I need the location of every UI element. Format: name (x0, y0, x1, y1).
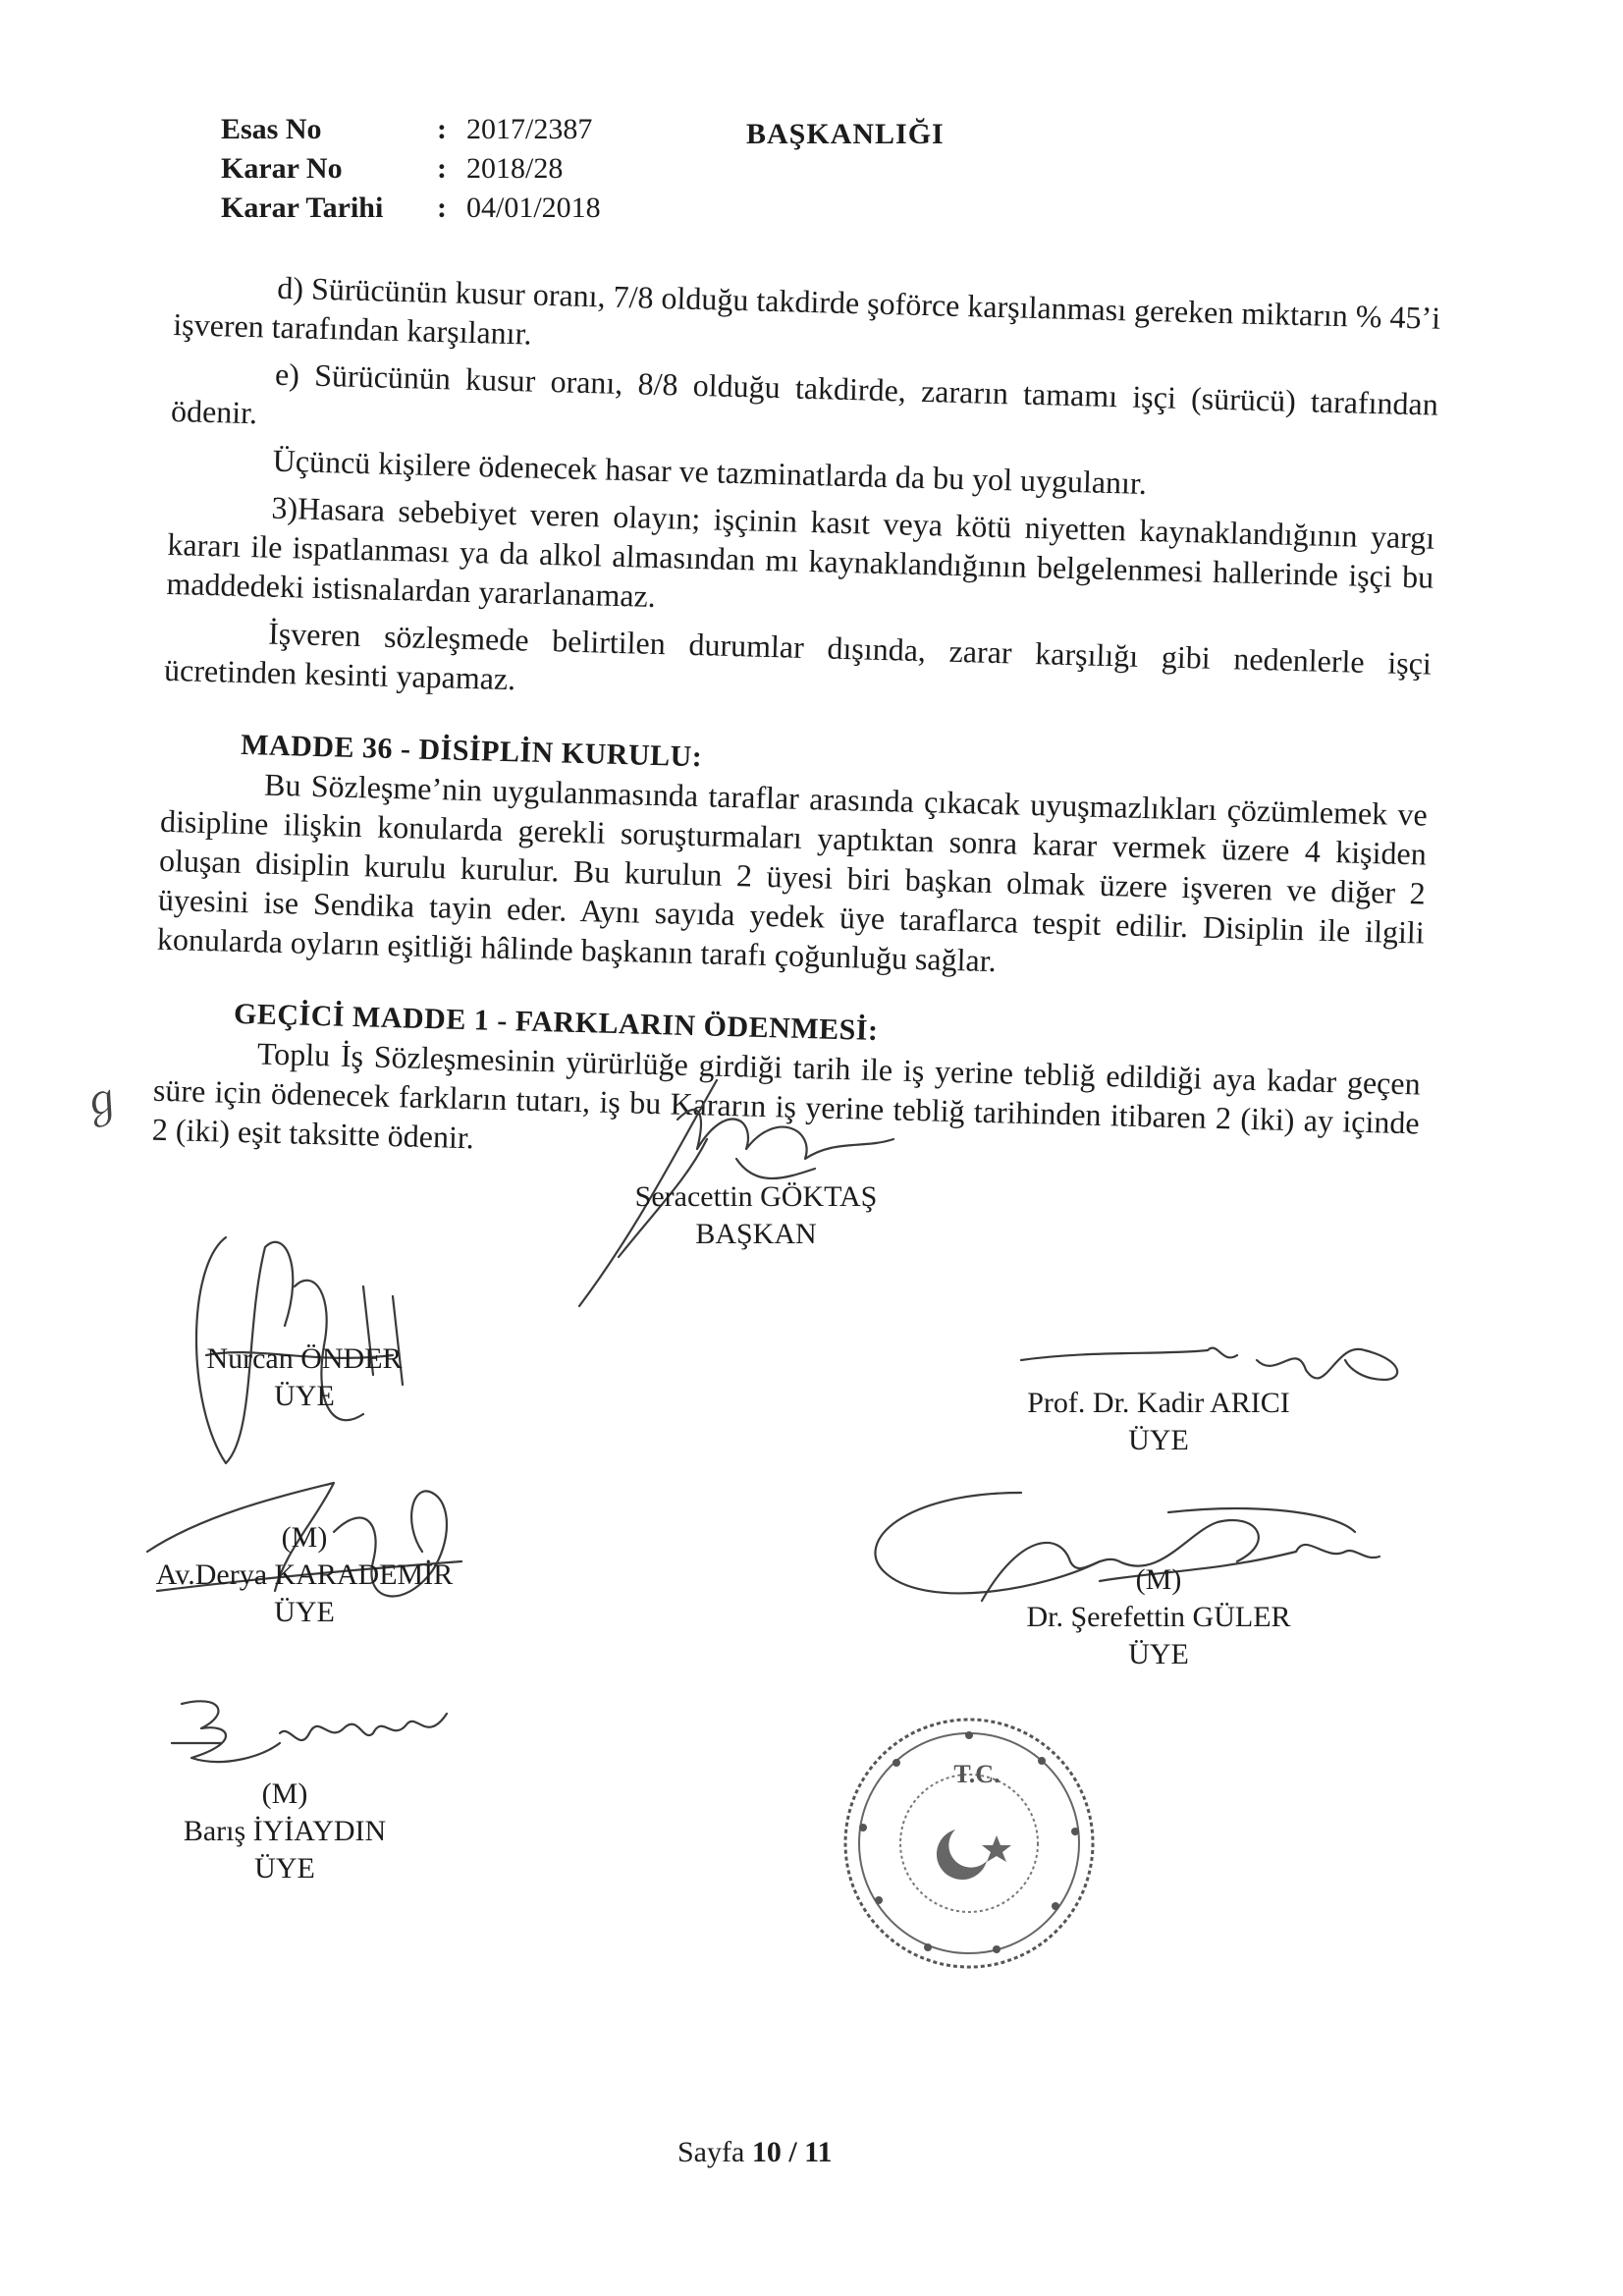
page-footer (677, 2136, 833, 2169)
esas-no-row (221, 113, 592, 146)
authority-title: BAŞKANLIĞI (746, 118, 945, 150)
esas-no-separator: : (437, 113, 447, 145)
paragraph-third-parties: Üçüncü kişilere ödenecek hasar ve tazminatlarda da bu yol uygulanır. (272, 442, 1148, 501)
karar-tarihi-separator: : (437, 191, 447, 224)
official-seal (839, 1714, 1100, 1974)
page-prefix: Sayfa (677, 2136, 745, 2168)
decision-body (151, 265, 1440, 1189)
karar-no-separator: : (437, 152, 447, 185)
signatory-member5 (157, 1776, 412, 1887)
seal-text: T.C. (953, 1760, 1001, 1788)
member5-role: ÜYE (254, 1852, 315, 1885)
karar-tarihi-value: 04/01/2018 (466, 191, 601, 224)
member2-role: ÜYE (1128, 1424, 1189, 1456)
member4-role: ÜYE (1128, 1638, 1189, 1670)
page-slash: / (788, 2136, 797, 2168)
page-total: 11 (804, 2136, 833, 2168)
heading-madde-36: MADDE 36 - DİSİPLİN KURULU: (240, 728, 703, 774)
signatory-president (599, 1178, 913, 1253)
karar-tarihi-label: Karar Tarihi (221, 191, 384, 224)
member4-marker: (M) (1135, 1563, 1182, 1596)
member3-name: Av.Derya KARADEMİR (155, 1558, 454, 1591)
case-header (221, 113, 1429, 250)
paragraph-3: 3)Hasara sebebiyet veren olayın; işçinin kasıt veya kötü niyetten kaynaklandığının yargı kararı ile ispatlanması ya da alkol almasından mı kaynaklandığının belgelenmesi hallerinde işçi bu maddedeki istisnalardan yararlanamaz. (166, 489, 1435, 614)
member3-marker: (M) (281, 1521, 328, 1554)
member5-marker: (M) (261, 1777, 308, 1810)
karar-no-label: Karar No (221, 152, 343, 185)
paragraph-payment: Toplu İş Sözleşmesinin yürürlüğe girdiği tarih ile iş yerine tebliğ edildiği aya kadar geçen süre için ödenecek farkların tutarı, iş bu Kararın iş yerine tebliğ tarihinden itibaren 2 (iki) ay içinde 2 (iki) eşit taksitte ödenir. (151, 1035, 1422, 1156)
president-name: Seracettin GÖKTAŞ (634, 1180, 878, 1213)
page-current: 10 (751, 2136, 782, 2168)
esas-no-label: Esas No (221, 113, 322, 145)
member1-name: Nurcan ÖNDER (206, 1342, 403, 1375)
member4-name: Dr. Şerefettin GÜLER (1026, 1601, 1291, 1633)
member2-name: Prof. Dr. Kadir ARICI (1027, 1387, 1290, 1419)
karar-no-value: 2018/28 (466, 152, 564, 185)
paragraph-discipline: Bu Sözleşme’nin uygulanmasında taraflar arasında çıkacak uyuşmazlıkları çözümlemek ve disipline ilişkin konularda gerekli soruşturmaları yaptıktan sonra karar vermek üzere 4 kişiden oluşan disiplin kurulu kurulur. Bu kurulun 2 üyesi biri başkan olmak üzere işveren ve diğer 2 üyesini ise Sendika tayin eder. Aynı sayıda yedek üye taraflarca tespit edilir. Disiplin ile ilgili konularda oyların eşitliği hâlinde başkanın tarafı çoğunluğu sağlar. (156, 766, 1429, 979)
president-role: BAŞKAN (695, 1218, 817, 1250)
signatory-member3 (128, 1519, 481, 1631)
karar-tarihi-row (221, 191, 601, 225)
paragraph-deduction: İşveren sözleşmede belirtilen durumlar dışında, zarar karşılığı gibi nedenlerle işçi ücretinden kesinti yapamaz. (163, 615, 1433, 697)
margin-handwritten-mark: ℊ (74, 1071, 129, 1130)
signatory-member2 (992, 1385, 1325, 1459)
member3-role: ÜYE (274, 1596, 335, 1628)
paragraph-e: e) Sürücünün kusur oranı, 8/8 olduğu takdirde, zararın tamamı işçi (sürücü) tarafından ödenir. (170, 355, 1439, 431)
esas-no-value: 2017/2387 (466, 113, 593, 145)
member5-name: Barış İYİAYDIN (183, 1815, 387, 1847)
heading-gecici-madde-1: GEÇİCİ MADDE 1 - FARKLARIN ÖDENMESİ: (233, 997, 879, 1048)
signatory-member4 (987, 1561, 1330, 1673)
signatory-member1 (177, 1340, 432, 1415)
seal-graphic (839, 1714, 1100, 1974)
paragraph-d: d) Sürücünün kusur oranı, 7/8 olduğu takdirde şoförce karşılanması gereken miktarın % 45’i işveren tarafından karşılanır. (172, 269, 1441, 352)
member1-role: ÜYE (274, 1380, 335, 1412)
karar-no-row (221, 152, 563, 186)
